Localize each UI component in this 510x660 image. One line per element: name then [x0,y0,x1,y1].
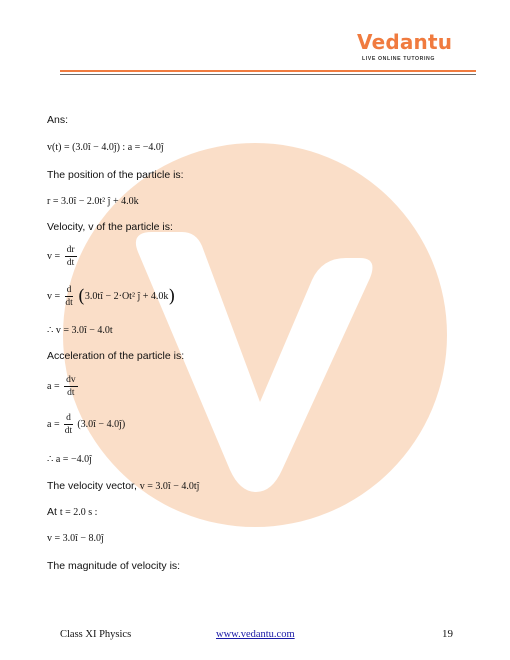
fraction-d-dt [65,284,74,309]
position-intro: The position of the particle is: [47,169,184,181]
velocity-intro: Velocity, v of the particle is: [47,221,173,233]
fraction-denominator: dt [65,298,73,308]
equation-position: r = 3.0î − 2.0t² ĵ + 4.0k [47,196,139,207]
time-condition-line [47,506,97,518]
equation-acceleration-result: ∴ a = −4.0ĵ [47,454,92,465]
fraction-dv-dt [64,374,78,399]
page-number: 19 [442,628,453,640]
equation-velocity-derivative [47,244,79,269]
eq-a2-rhs: (3.0î − 4.0ĵ) [77,418,126,430]
answer-label: Ans: [47,114,69,126]
open-paren: ( [77,286,85,307]
header-rule-orange [60,70,476,72]
equation-velocity-expanded [47,284,175,309]
eq-v-lhs: v = [47,250,61,262]
eq-vbar-lhs: v = [47,290,61,302]
equation-acceleration-derivative [47,374,80,399]
fraction-numerator: d [66,413,71,423]
acceleration-intro: Acceleration of the particle is: [47,350,185,362]
fraction-denominator: dt [67,388,75,398]
velocity-vector-text: The velocity vector, [47,480,137,492]
footer-website-link[interactable]: www.vedantu.com [216,629,295,640]
footer-class-label: Class XI Physics [60,629,132,640]
fraction-numerator: dr [66,245,75,255]
eq-a2-lhs: a = [47,418,60,430]
fraction-d-dt [64,412,73,437]
logo-tagline: LIVE ONLINE TUTORING [362,56,436,62]
at-text: At [47,506,57,518]
velocity-vector-equation: v = 3.0î − 4.0tĵ [139,481,200,492]
fraction-dr-dt [65,244,77,269]
close-paren: ) [168,286,176,307]
header-rule-gray [60,74,476,75]
equation-velocity-at-t: v = 3.0î − 8.0ĵ [47,533,104,544]
fraction-denominator: dt [64,426,73,436]
velocity-vector-line [47,480,199,492]
equation-acceleration-expanded [47,412,125,437]
time-equation: t = 2.0 s : [59,507,98,518]
eq-a-lhs: a = [47,380,60,392]
logo-wordmark: Vedantu [357,30,453,54]
fraction-numerator: d [66,285,72,295]
magnitude-intro: The magnitude of velocity is: [47,560,181,572]
eq-vbar-rhs: 3.0tî − 2·Ot² ĵ + 4.0k [84,290,169,302]
fraction-denominator: dt [66,258,75,268]
equation-given-velocity: v(t) = (3.0î − 4.0ĵ) : a = −4.0ĵ [47,142,164,153]
equation-velocity-result: ∴ v = 3.0î − 4.0t [47,325,113,336]
fraction-numerator: dv [66,375,76,385]
vedantu-logo [357,30,457,66]
